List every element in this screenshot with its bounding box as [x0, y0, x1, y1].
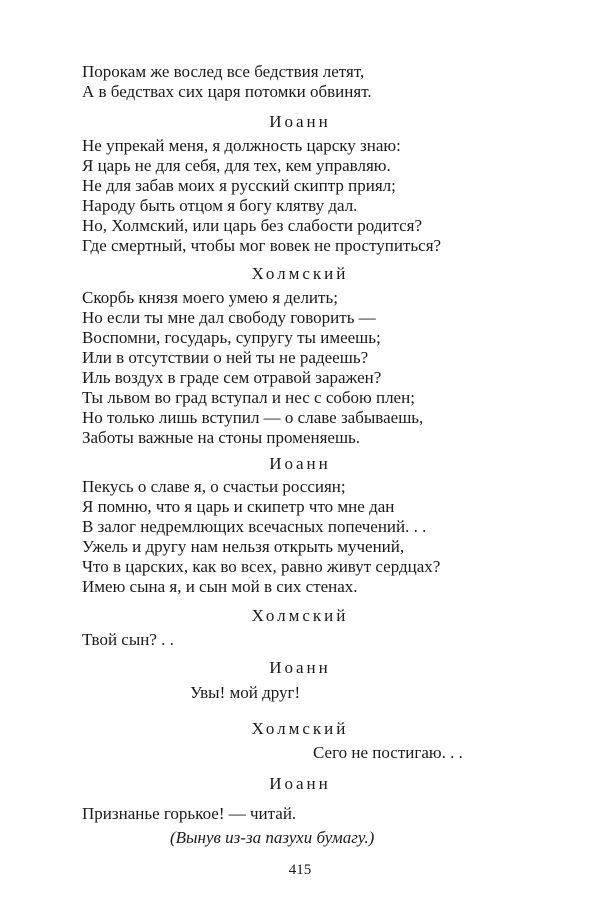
verse-line: Народу быть отцом я богу клятву дал. [82, 196, 358, 215]
verse-line: Иль воздух в граде сем отравой заражен? [82, 368, 382, 387]
verse-line: Признанье горькое! — читай. [82, 804, 297, 823]
speaker-name: Холмский [251, 264, 349, 283]
speaker-name: Иоанн [269, 454, 331, 473]
verse-line: Твой сын? . . [82, 630, 174, 649]
speaker-name: Холмский [251, 719, 349, 738]
speech-block [82, 630, 522, 650]
opening-verse [82, 62, 522, 102]
verse-line: Ты львом во град вступал и нес с собою плен; [82, 388, 415, 407]
verse-line: Я помню, что я царь и скипетр что мне дан [82, 497, 395, 516]
speech-block [82, 477, 522, 597]
verse-line: Но только лишь вступил — о славе забываешь, [82, 408, 424, 427]
verse-line: Пекусь о славе я, о счастьи россиян; [82, 477, 346, 496]
verse-line: В залог недремлющих всечасных попечений. . . [82, 517, 427, 536]
verse-line: Имею сына я, и сын мой в сих стенах. [82, 577, 358, 596]
speech-block [82, 804, 522, 824]
verse-line: Заботы важные на стоны променяешь. [82, 428, 361, 447]
speech-block [82, 288, 522, 448]
verse-line: Что в царских, как во всех, равно живут сердцах? [82, 557, 441, 576]
verse-line: Воспомни, государь, супругу ты имеешь; [82, 328, 381, 347]
verse-line: Не для забав моих я русский скиптр приял; [82, 176, 396, 195]
verse-line-indented: Сего не постигаю. . . [313, 743, 463, 762]
verse-line-indented: Увы! мой друг! [190, 683, 301, 702]
page-number: 415 [288, 862, 312, 878]
verse-line: Или в отсутствии о ней ты не радеешь? [82, 348, 369, 367]
verse-line: Не упрекай меня, я должность царску знаю: [82, 136, 401, 155]
verse-line: Скорбь князя моего умею я делить; [82, 288, 338, 307]
speaker-name: Иоанн [269, 112, 331, 131]
speaker-name: Иоанн [269, 658, 331, 677]
verse-line: Порокам же вослед все бедствия летят, [82, 62, 365, 81]
verse-line: Но, Холмский, или царь без слабости родится? [82, 216, 422, 235]
verse-line: Но если ты мне дал свободу говорить — [82, 308, 376, 327]
speech-block [82, 136, 522, 256]
stage-direction: (Вынув из-за пазухи бумагу.) [170, 828, 375, 847]
verse-line: Где смертный, чтобы мог вовек не проступиться? [82, 236, 442, 255]
verse-line: А в бедствах сих царя потомки обвинят. [82, 82, 372, 101]
speaker-name: Холмский [251, 606, 349, 625]
speaker-name: Иоанн [269, 774, 331, 793]
verse-line: Я царь не для себя, для тех, кем управляю. [82, 156, 391, 175]
verse-line: Ужель и другу нам нельзя открыть мучений, [82, 537, 405, 556]
